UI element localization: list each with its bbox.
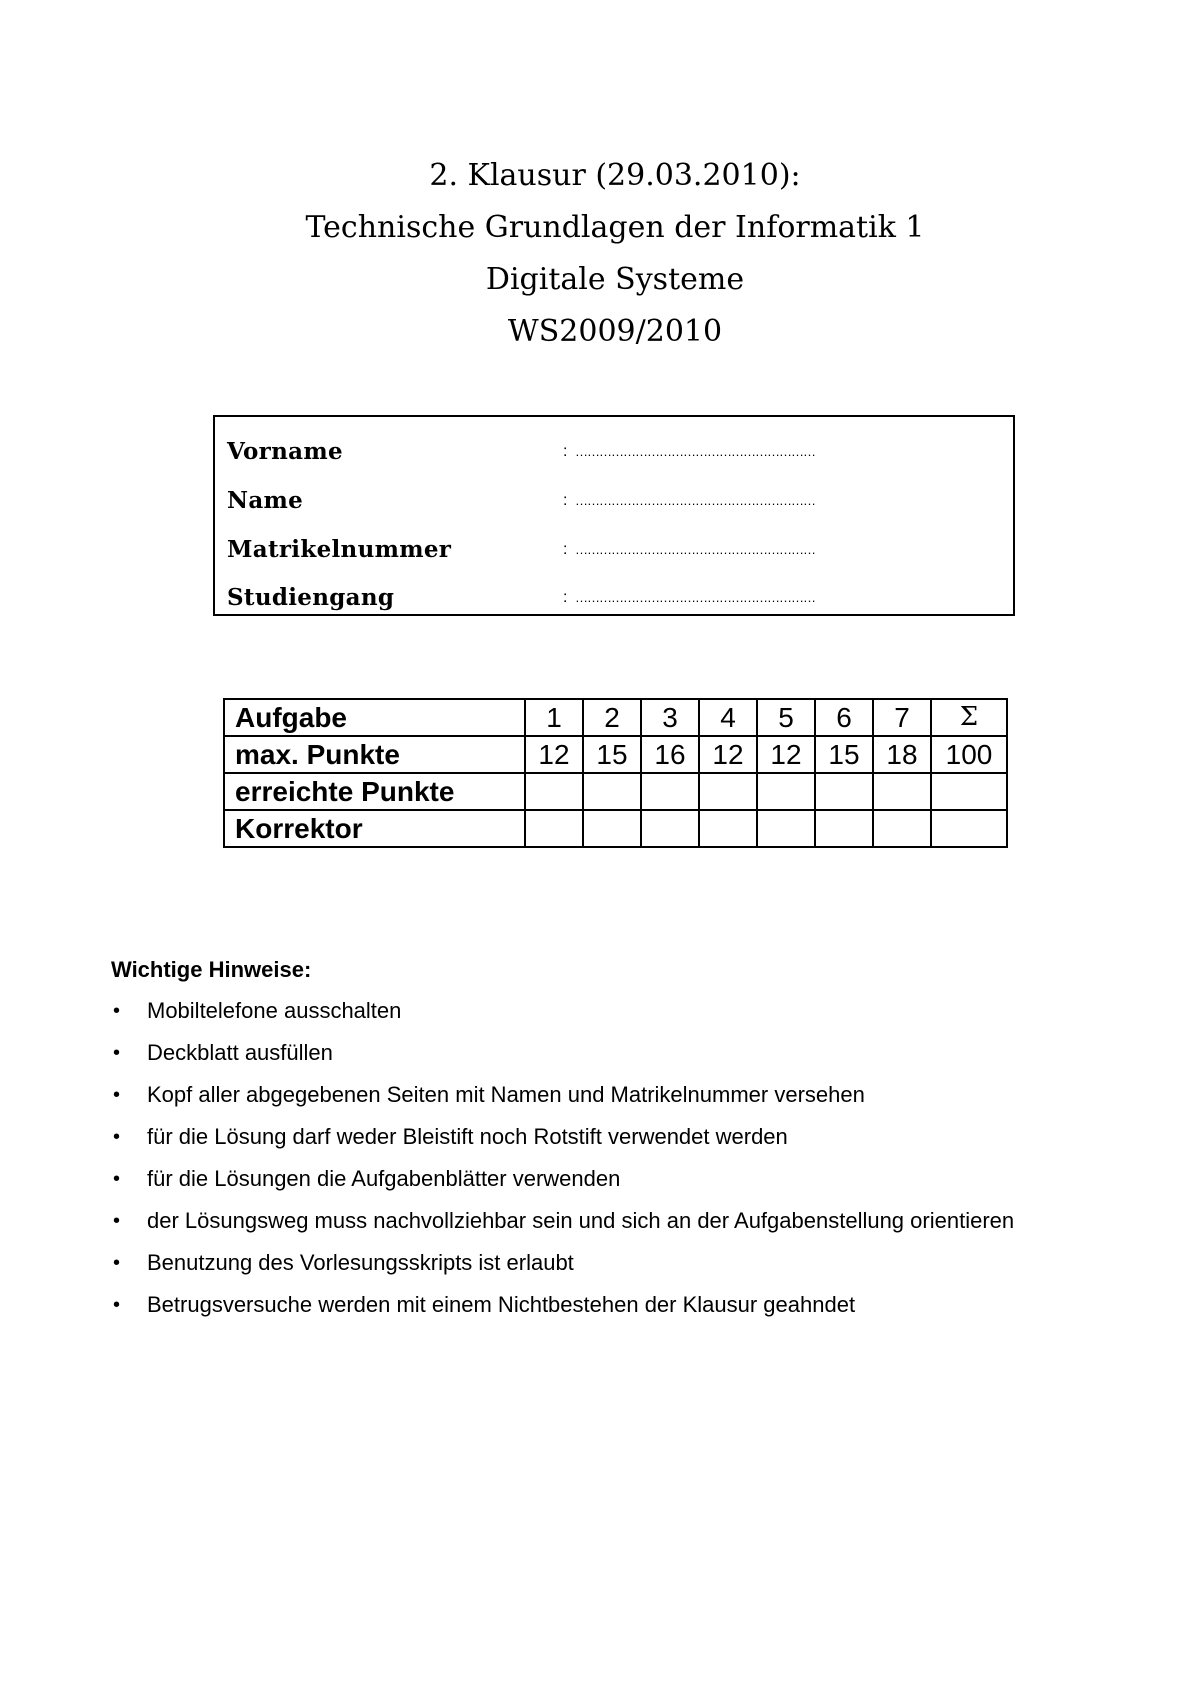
course-title: Technische Grundlagen der Informatik 1 xyxy=(305,210,925,245)
table-row-max-punkte xyxy=(224,736,1007,773)
max-points-cell: 15 xyxy=(583,736,641,773)
list-item xyxy=(111,1158,1191,1200)
achieved-points-total xyxy=(931,773,1007,810)
list-item xyxy=(111,990,1191,1032)
bullet-icon: • xyxy=(113,1252,121,1274)
field-label: Studiengang xyxy=(227,584,395,611)
max-points-cell: 12 xyxy=(525,736,583,773)
corrector-cell xyxy=(583,810,641,847)
task-number: 7 xyxy=(873,699,931,736)
field-matrikelnummer xyxy=(227,535,997,565)
achieved-points-cell xyxy=(583,773,641,810)
task-number: 2 xyxy=(583,699,641,736)
row-label: max. Punkte xyxy=(224,736,525,773)
max-points-cell: 15 xyxy=(815,736,873,773)
corrector-cell xyxy=(815,810,873,847)
field-label: Name xyxy=(227,487,304,514)
important-notes xyxy=(111,950,1191,1326)
bullet-icon: • xyxy=(113,1168,121,1190)
note-text: Kopf aller abgegebenen Seiten mit Namen und Matrikelnummer versehen xyxy=(147,1082,865,1107)
field-blank: …………………………………………………… xyxy=(575,542,815,557)
field-studiengang xyxy=(227,583,997,613)
row-label: erreichte Punkte xyxy=(224,773,525,810)
list-item xyxy=(111,1284,1191,1326)
list-item xyxy=(111,1032,1191,1074)
field-colon: : xyxy=(563,492,568,509)
list-item xyxy=(111,1074,1191,1116)
corrector-cell xyxy=(641,810,699,847)
note-text: Deckblatt ausfüllen xyxy=(147,1040,333,1065)
list-item xyxy=(111,1200,1191,1242)
field-name xyxy=(227,486,997,516)
note-text: für die Lösung darf weder Bleistift noch Rotstift verwendet werden xyxy=(147,1124,788,1149)
field-colon: : xyxy=(563,443,568,460)
task-number: 4 xyxy=(699,699,757,736)
achieved-points-cell xyxy=(699,773,757,810)
achieved-points-cell xyxy=(641,773,699,810)
corrector-total xyxy=(931,810,1007,847)
field-vorname xyxy=(227,437,997,467)
achieved-points-cell xyxy=(757,773,815,810)
list-item xyxy=(111,1116,1191,1158)
note-text: für die Lösungen die Aufgabenblätter verwenden xyxy=(147,1166,621,1191)
task-number: 1 xyxy=(525,699,583,736)
note-text: der Lösungsweg muss nachvollziehbar sein und sich an der Aufgabenstellung orientieren xyxy=(147,1208,1015,1233)
notes-list xyxy=(111,990,1191,1326)
max-points-cell: 18 xyxy=(873,736,931,773)
task-number: 3 xyxy=(641,699,699,736)
field-label: Matrikelnummer xyxy=(227,536,452,563)
field-label: Vorname xyxy=(227,438,343,465)
field-blank: …………………………………………………… xyxy=(575,590,815,605)
table-row-aufgabe xyxy=(224,699,1007,736)
exam-title: 2. Klausur (29.03.2010): xyxy=(429,158,801,193)
exam-title-block xyxy=(0,150,1200,358)
note-text: Benutzung des Vorlesungsskripts ist erlaubt xyxy=(147,1250,574,1275)
achieved-points-cell xyxy=(873,773,931,810)
field-colon: : xyxy=(563,589,568,606)
bullet-icon: • xyxy=(113,1294,121,1316)
field-colon: : xyxy=(563,541,568,558)
course-subtitle: Digitale Systeme xyxy=(485,262,745,297)
bullet-icon: • xyxy=(113,1210,121,1232)
max-points-cell: 12 xyxy=(699,736,757,773)
student-info-box xyxy=(213,415,1015,616)
bullet-icon: • xyxy=(113,1000,121,1022)
sum-symbol: Σ xyxy=(931,699,1007,736)
bullet-icon: • xyxy=(113,1126,121,1148)
field-blank: …………………………………………………… xyxy=(575,444,815,459)
corrector-cell xyxy=(757,810,815,847)
table-row-erreichte-punkte xyxy=(224,773,1007,810)
max-points-total: 100 xyxy=(931,736,1007,773)
task-number: 5 xyxy=(757,699,815,736)
note-text: Betrugsversuche werden mit einem Nichtbestehen der Klausur geahndet xyxy=(147,1292,856,1317)
field-blank: …………………………………………………… xyxy=(575,493,815,508)
note-text: Mobiltelefone ausschalten xyxy=(147,998,402,1023)
table-row-korrektor xyxy=(224,810,1007,847)
corrector-cell xyxy=(525,810,583,847)
bullet-icon: • xyxy=(113,1084,121,1106)
list-item xyxy=(111,1242,1191,1284)
max-points-cell: 16 xyxy=(641,736,699,773)
corrector-cell xyxy=(873,810,931,847)
task-number: 6 xyxy=(815,699,873,736)
bullet-icon: • xyxy=(113,1042,121,1064)
achieved-points-cell xyxy=(815,773,873,810)
row-label: Aufgabe xyxy=(224,699,525,736)
achieved-points-cell xyxy=(525,773,583,810)
notes-heading: Wichtige Hinweise: xyxy=(111,957,312,982)
max-points-cell: 12 xyxy=(757,736,815,773)
score-table xyxy=(223,698,1008,848)
row-label: Korrektor xyxy=(224,810,525,847)
semester: WS2009/2010 xyxy=(507,314,723,349)
corrector-cell xyxy=(699,810,757,847)
